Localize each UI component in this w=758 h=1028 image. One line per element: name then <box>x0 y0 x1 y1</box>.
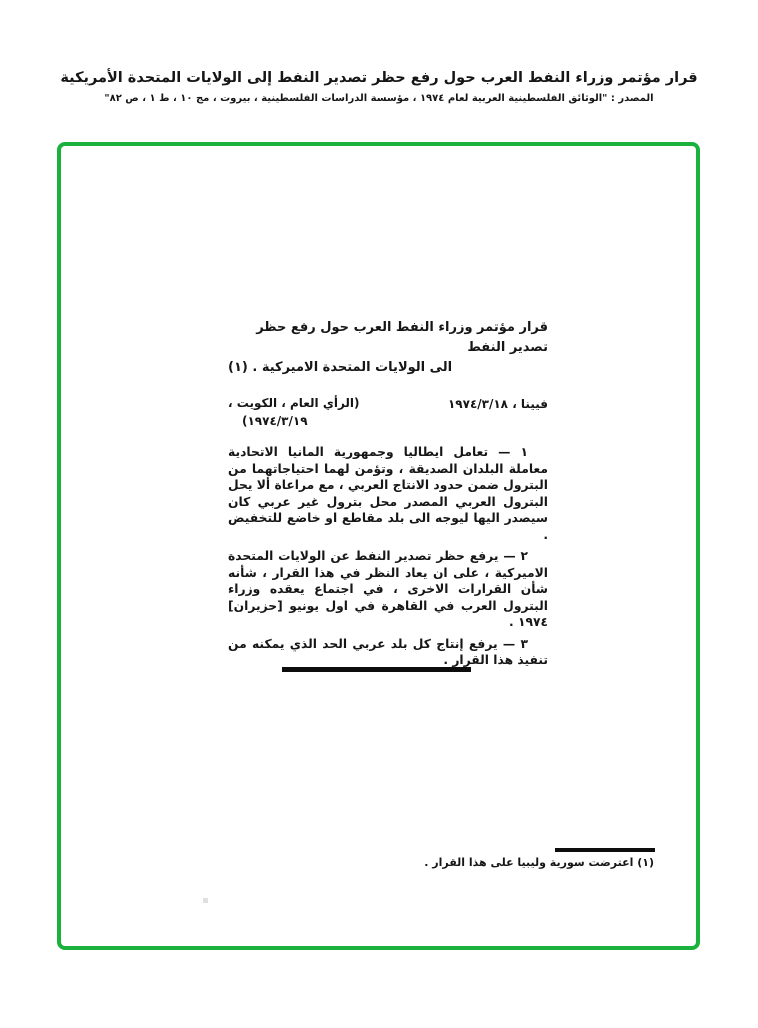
document-body <box>228 444 548 669</box>
header-source-line: المصدر : "الوثائق الفلسطينية العربية لعام ١٩٧٤ ، مؤسسة الدراسات الفلسطينية ، بيروت ، مج ١٠ ، ط ١ ، ص ٨٢" <box>104 93 654 104</box>
dateline <box>228 394 548 430</box>
header-title: قرار مؤتمر وزراء النفط العرب حول رفع حظر تصدير النفط إلى الولايات المتحدة الأمريكية <box>60 70 698 86</box>
document-title <box>228 318 548 378</box>
document-title-line1: قرار مؤتمر وزراء النفط العرب حول رفع حظر تصدير النفط <box>256 320 548 355</box>
publication-line1: (الرأي العام ، الكويت ، <box>228 396 360 410</box>
publication-info <box>228 394 360 430</box>
footnote-rule <box>555 848 655 852</box>
paragraph-2: ٢ — يرفع حظر تصدير النفط عن الولايات المتحدة الاميركية ، على ان يعاد النظر في هذا القرار ، شأنه شأن القرارات الاخرى ، في اجتماع يعقده وزراء البترول العرب في القاهرة في اول يونيو [حزيران] ١٩٧٤ . <box>228 549 548 629</box>
paragraph-1: ١ — تعامل ايطاليا وجمهورية المانيا الاتحادية معاملة البلدان الصديقة ، وتؤمن لهما احتياجاتهما من البترول ضمن حدود الانتاج العربي ، مع مراعاة ألا يحل البترول العربي المصدر محل بترول غير عربي كان سيصدر اليها ليوجه الى بلد مقاطع او خاضع للتخفيض . <box>228 445 548 542</box>
section-separator-rule <box>282 667 471 672</box>
publication-line2: ١٩٧٤/٣/١٩) <box>242 414 308 428</box>
page-header <box>0 70 758 104</box>
document-title-line2: الى الولايات المتحدة الاميركية . (١) <box>228 360 453 375</box>
place-date: فيينا ، ١٩٧٤/٣/١٨ <box>447 397 548 411</box>
document-column <box>228 318 548 674</box>
scan-artifact-speck <box>203 898 208 903</box>
footnote: (١) اعترضت سورية وليبيا على هذا القرار . <box>424 856 654 869</box>
paragraph-3: ٣ — يرفع إنتاج كل بلد عربي الحد الذي يمكنه من تنفيذ هذا القرار . <box>228 636 548 667</box>
document-frame <box>57 142 700 950</box>
